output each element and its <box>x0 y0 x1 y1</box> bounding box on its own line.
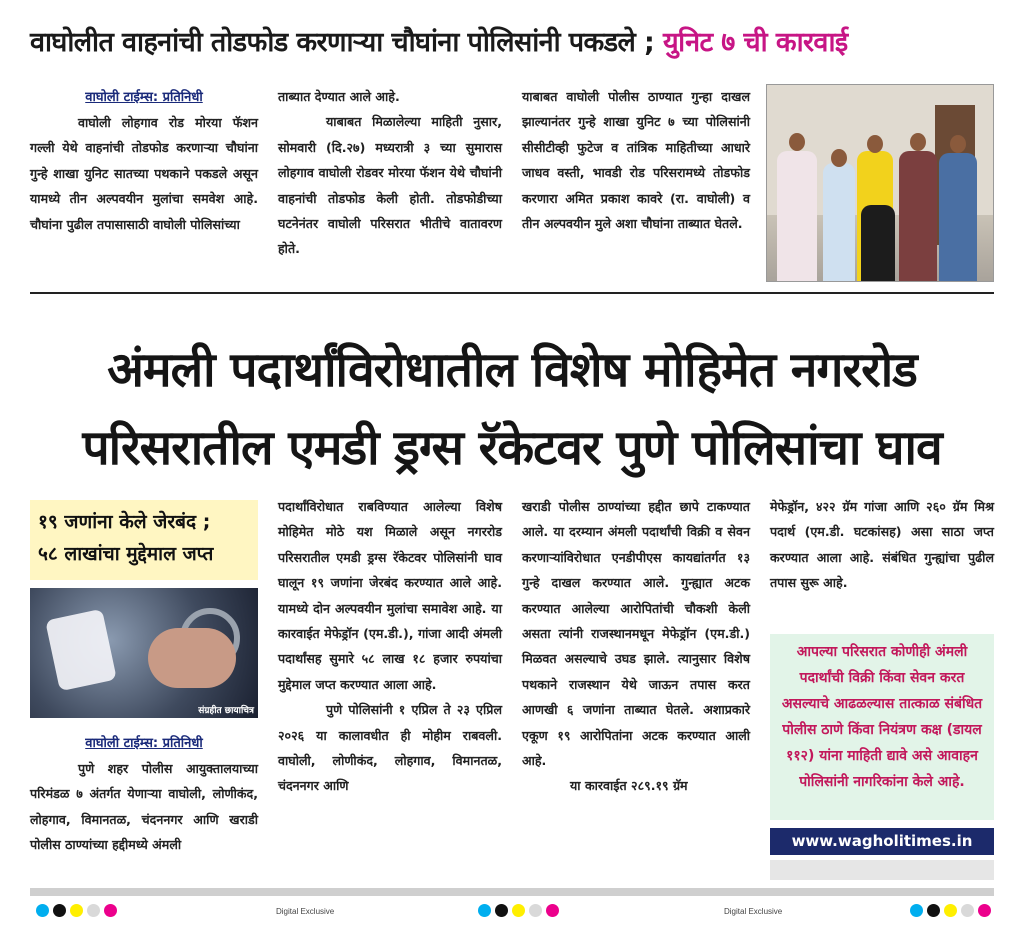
grey-dot <box>961 904 974 917</box>
yellow-dot <box>512 904 525 917</box>
subhead-box <box>30 500 258 580</box>
article2-col2-text-a: पदार्थांविरोधात राबविण्यात आलेल्या विशेष मोहिमेत मोठे यश मिळाले असून नगररोड परिसरातील एमडी ड्रग्स रॅकेटवर पोलिसांनी घाव घालून १९ जणांना जेरबंद करण्यात आले आहे. यामध्ये दोन अल्पवयीन मुलांचा समावेश आहे. या कारवाईत मेफेड्रॉन (एम.डी.), गांजा आदी अंमली पदार्थांसह सुमारे ५८ लाख १८ हजार रुपयांचा मुद्देमाल जप्त करण्यात आला आहे. <box>278 499 502 692</box>
grey-strip <box>770 860 994 880</box>
article2-col3 <box>522 494 750 799</box>
article1-byline: वाघोली टाईम्स: प्रतिनिधी <box>85 90 203 105</box>
footer-label-right: Digital Exclusive <box>724 907 783 916</box>
yellow-dot <box>944 904 957 917</box>
cyan-dot <box>478 904 491 917</box>
photo-caption: संग्रहीत छायाचित्र <box>198 706 254 716</box>
drugs-handcuff-photo <box>30 588 258 718</box>
article2-col4 <box>770 494 994 596</box>
black-dot <box>495 904 508 917</box>
top-headline-accent: युनिट ७ ची कारवाई <box>663 27 848 58</box>
article1-col2 <box>278 84 502 262</box>
grey-dot <box>87 904 100 917</box>
footer-bar <box>30 888 994 896</box>
registration-dots-center <box>478 904 559 917</box>
cyan-dot <box>36 904 49 917</box>
article2-col2-text-b: पुणे पोलिसांनी १ एप्रिल ते २३ एप्रिल २०२६ या कालावधीत ही मोहीम राबवली. वाघोली, लोणीकंद, लोहगाव, विमानतळ, चंदननगर आणि <box>278 702 502 794</box>
article2-col3-text-a: खराडी पोलीस ठाण्यांच्या हद्दीत छापे टाकण्यात आले. या दरम्यान अंमली पदार्थांची विक्री व सेवन करणाऱ्यांविरोधात एनडीपीएस कायद्यांतर्गत १३ गुन्हे दाखल करण्यात आले. गुन्ह्यात अटक करण्यात आलेल्या आरोपितांची चौकशी केली असता त्यांनी राजस्थानमधून मेफेड्रॉन (एम.डी.) मिळवत असल्याचे उघड झाले. त्यानुसार विशेष पथकाने राजस्थान येथे जाऊन तपास करत आणखी ६ जणांना ताब्यात घेतले. अशाप्रकारे एकूण १९ आरोपितांना अटक करण्यात आली आहे. <box>522 499 750 769</box>
top-headline-main: वाघोलीत वाहनांची तोडफोड करणाऱ्या चौघांना पोलिसांनी पकडले ; <box>30 27 655 58</box>
registration-dots-left <box>36 904 117 917</box>
article1-col1-text: वाघोली लोहगाव रोड मोरया फॅशन गल्ली येथे वाहनांची तोडफोड करणाऱ्या चौघांना गुन्हे शाखा युनिट सातच्या पथकाने पकडले असून यामध्ये तीन अल्पवयीन मुलांचा समवेश आहे. चौघांना पुढील तपासासाठी वाघोली पोलिसांच्या <box>30 115 258 232</box>
cyan-dot <box>910 904 923 917</box>
black-dot <box>927 904 940 917</box>
black-dot <box>53 904 66 917</box>
article2-byline: वाघोली टाईम्स: प्रतिनिधी <box>85 736 203 751</box>
main-headline-line1: अंमली पदार्थांविरोधातील विशेष मोहिमेत नगररोड <box>107 342 917 398</box>
top-headline <box>30 26 1000 60</box>
footer-label-left: Digital Exclusive <box>276 907 335 916</box>
registration-dots-right <box>910 904 991 917</box>
article2-col1-text: पुणे शहर पोलीस आयुक्तालयाच्या परिमंडळ ७ अंतर्गत येणाऱ्या वाघोली, लोणीकंद, लोहगाव, विमानतळ, चंदननगर आणि खराडी पोलीस ठाण्यांच्या हद्दीमध्ये अंमली <box>30 761 258 853</box>
magenta-dot <box>546 904 559 917</box>
magenta-dot <box>104 904 117 917</box>
section-divider <box>30 292 994 294</box>
police-appeal-box: आपल्या परिसरात कोणीही अंमली पदार्थांची विक्री किंवा सेवन करत असल्याचे आढळल्यास तात्काळ संबंधित पोलीस ठाणे किंवा नियंत्रण कक्ष (डायल ११२) यांना माहिती द्यावे असे आवाहन पोलिसांनी नागरिकांना केले आहे. <box>770 634 994 820</box>
article2-col3-text-b: या कारवाईत २८९.१९ ग्रॅम <box>570 778 688 794</box>
article1-col2-text-a: ताब्यात देण्यात आले आहे. <box>278 89 400 104</box>
police-group-photo <box>766 84 994 282</box>
subhead-line2: ५८ लाखांचा मुद्देमाल जप्त <box>38 543 214 565</box>
article1-col3-text: याबाबत वाघोली पोलीस ठाण्यात गुन्हा दाखल झाल्यानंतर गुन्हे शाखा युनिट ७ च्या पोलिसांनी सीसीटीव्ही फुटेज व तांत्रिक माहितीच्या आधारे जाधव वस्ती, भावडी रोड परिसरामध्ये तोडफोड करणारा अमित प्रकाश कावरे (रा. वाघोली) व तीन अल्पवयीन मुले अशा चौघांना ताब्यात घेतले. <box>522 89 750 232</box>
article2-col1 <box>30 732 258 858</box>
article2-col2 <box>278 494 502 799</box>
article1-col3 <box>522 84 750 236</box>
article2-col4-text: मेफेड्रॉन, ४२२ ग्रॅम गांजा आणि २६० ग्रॅम मिश्र पदार्थ (एम.डी. घटकांसह) असा साठा जप्त करण्यात आला आहे. संबंधित गुन्ह्यांचा पुढील तपास सुरू आहे. <box>770 499 994 591</box>
yellow-dot <box>70 904 83 917</box>
main-headline-line2: परिसरातील एमडी ड्रग्स रॅकेटवर पुणे पोलिसांचा घाव <box>82 420 942 476</box>
grey-dot <box>529 904 542 917</box>
article1-col1 <box>30 86 258 237</box>
article1-col2-text-b: याबाबत मिळालेल्या माहिती नुसार, सोमवारी (दि.२७) मध्यरात्री ३ च्या सुमारास लोहगाव वाघोली रोडवर मोरया फॅशन येथे चौघांनी वाहनांची तोडफोड केली होती. तोडफोडीच्या घटनेनंतर वाघोली परिसरात भीतीचे वातावरण होते. <box>278 114 502 257</box>
magenta-dot <box>978 904 991 917</box>
website-link[interactable]: www.wagholitimes.in <box>770 828 994 855</box>
subhead-line1: १९ जणांना केले जेरबंद ; <box>38 511 211 533</box>
